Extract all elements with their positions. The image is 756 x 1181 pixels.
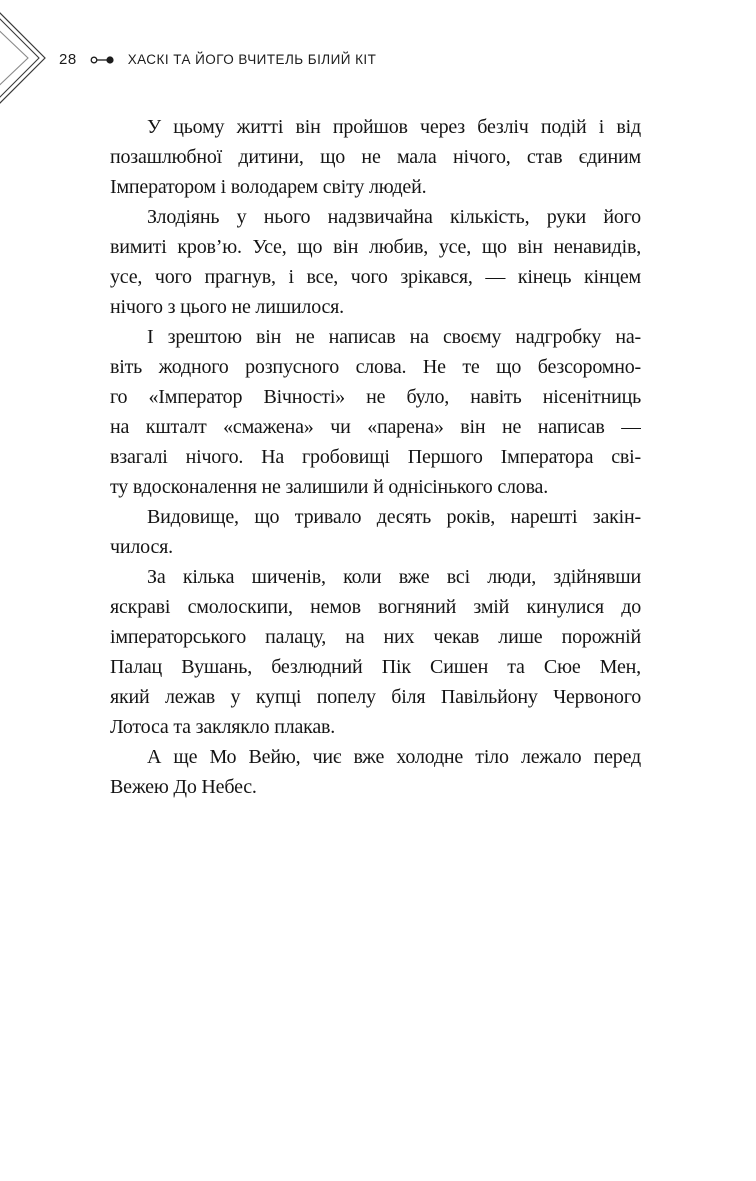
text-line: позашлюбної дитини, що не мала нічого, став єдиним (110, 146, 641, 168)
paragraph (110, 502, 641, 562)
paragraph (110, 322, 641, 502)
text-line: імператорського палацу, на них чекав лише порожній (110, 626, 641, 648)
text-line: Лотоса та заклякло плакав. (110, 716, 336, 738)
running-title: ХАСКІ ТА ЙОГО ВЧИТЕЛЬ БІЛИЙ КІТ (127, 51, 377, 67)
text-line: Палац Вушань, безлюдний Пік Сишен та Сюе Мен, (110, 656, 641, 678)
text-line: Вежею До Небес. (110, 776, 257, 798)
text-line: взагалі нічого. На гробовищі Першого Імператора сві- (110, 446, 641, 468)
paragraph (110, 562, 641, 742)
text-line: А ще Мо Вейю, чиє вже холодне тіло лежало перед (147, 746, 641, 768)
text-line: вимиті кров’ю. Усе, що він любив, усе, що він ненавидів, (110, 236, 641, 258)
text-line: Видовище, що тривало десять років, нарешті закін- (147, 506, 641, 528)
text-line: нічого з цього не лишилося. (110, 296, 344, 318)
paragraph (110, 202, 641, 322)
text-line: усе, чого прагнув, і все, чого зрікався, — кінець кінцем (110, 266, 641, 288)
text-line: Імператором і володарем світу людей. (110, 176, 427, 198)
page-number: 28 (59, 50, 77, 68)
text-line: на кшталт «смажена» чи «парена» він не написав — (110, 416, 641, 438)
text-line: ту вдосконалення не залишили й однісінького слова. (110, 476, 549, 498)
text-line: го «Імператор Вічності» не було, навіть нісенітниць (110, 386, 641, 408)
text-line: чилося. (110, 536, 173, 558)
text-line: яскраві смолоскипи, немов вогняний змій кинулися до (110, 596, 641, 618)
circle-line-dot-icon (90, 55, 115, 65)
text-line: віть жодного розпусного слова. Не те що безсоромно- (110, 356, 641, 378)
paragraph (110, 742, 641, 802)
paragraph (110, 112, 641, 202)
text-line: Злодіянь у нього надзвичайна кількість, руки його (147, 206, 641, 228)
page-header (59, 48, 376, 70)
text-line: І зрештою він не написав на своєму надгробку на- (147, 326, 641, 348)
text-block (110, 112, 641, 802)
text-line: який лежав у купці попелу біля Павільйону Червоного (110, 686, 641, 708)
text-line: За кілька шиченів, коли вже всі люди, здійнявши (147, 566, 641, 588)
text-line: У цьому житті він пройшов через безліч подій і від (147, 116, 641, 138)
